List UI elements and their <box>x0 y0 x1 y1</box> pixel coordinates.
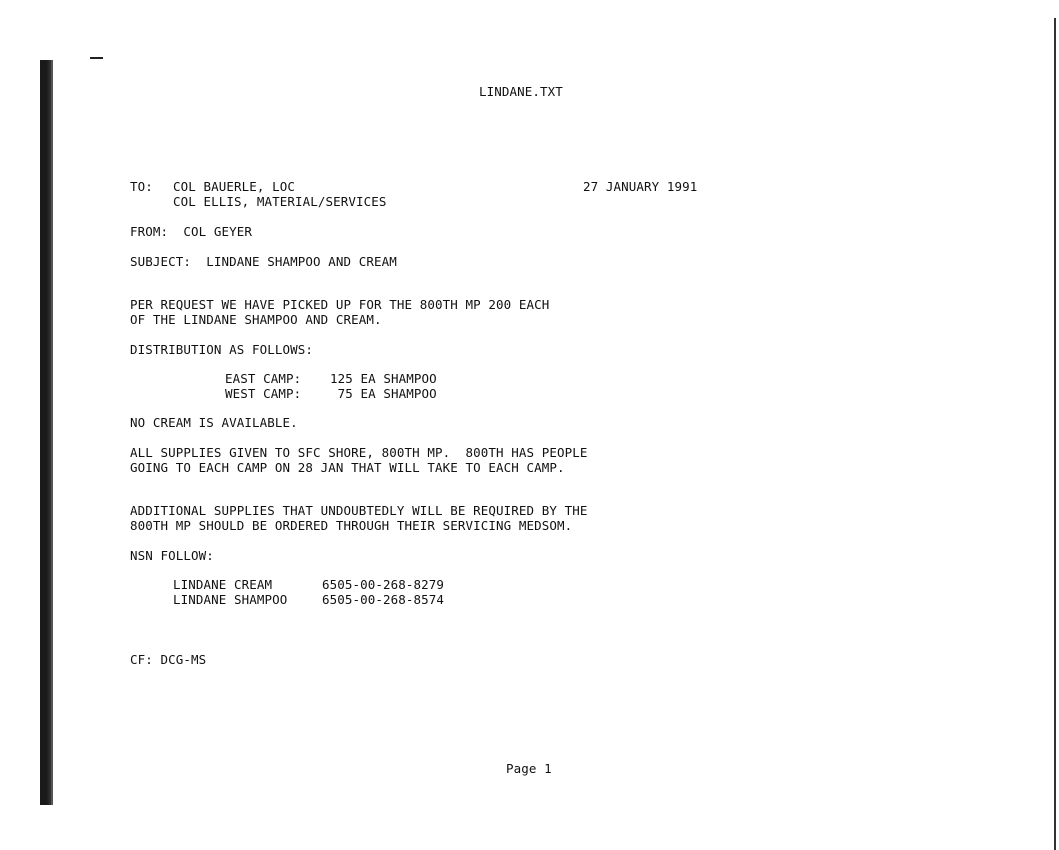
memo-date: 27 JANUARY 1991 <box>583 179 698 194</box>
page-number: Page 1 <box>506 761 552 776</box>
nsn-number-cream: 6505-00-268-8279 <box>322 577 445 592</box>
scan-mark <box>90 57 103 59</box>
scan-edge-left-inner <box>51 60 53 805</box>
distribution-camp-east: EAST CAMP: <box>225 371 302 386</box>
no-cream-note: NO CREAM IS AVAILABLE. <box>130 415 298 430</box>
subject-line: SUBJECT: LINDANE SHAMPOO AND CREAM <box>130 254 397 269</box>
distribution-heading: DISTRIBUTION AS FOLLOWS: <box>130 342 314 357</box>
nsn-item-cream: LINDANE CREAM <box>173 577 288 592</box>
nsn-item-shampoo: LINDANE SHAMPOO <box>173 592 288 607</box>
to-label: TO: <box>130 179 153 194</box>
distribution-qty-west: 75 EA SHAMPOO <box>330 386 437 401</box>
paragraph-2-line-2: GOING TO EACH CAMP ON 28 JAN THAT WILL TAKE TO EACH CAMP. <box>130 460 565 475</box>
paragraph-3-line-1: ADDITIONAL SUPPLIES THAT UNDOUBTEDLY WILL BE REQUIRED BY THE <box>130 503 588 518</box>
paragraph-1-line-2: OF THE LINDANE SHAMPOO AND CREAM. <box>130 312 382 327</box>
from-line: FROM: COL GEYER <box>130 224 253 239</box>
paragraph-3-line-2: 800TH MP SHOULD BE ORDERED THROUGH THEIR SERVICING MEDSOM. <box>130 518 573 533</box>
distribution-qty-east: 125 EA SHAMPOO <box>330 371 437 386</box>
nsn-number-shampoo: 6505-00-268-8574 <box>322 592 445 607</box>
paragraph-2-line-1: ALL SUPPLIES GIVEN TO SFC SHORE, 800TH MP. 800TH HAS PEOPLE <box>130 445 588 460</box>
nsn-heading: NSN FOLLOW: <box>130 548 214 563</box>
cf-line: CF: DCG-MS <box>130 652 207 667</box>
to-recipient-2: COL ELLIS, MATERIAL/SERVICES <box>173 194 387 209</box>
scan-edge-right <box>1054 18 1056 850</box>
document-filename: LINDANE.TXT <box>479 84 563 99</box>
paragraph-1-line-1: PER REQUEST WE HAVE PICKED UP FOR THE 800TH MP 200 EACH <box>130 297 550 312</box>
distribution-camp-west: WEST CAMP: <box>225 386 302 401</box>
to-recipient-1: COL BAUERLE, LOC <box>173 179 296 194</box>
